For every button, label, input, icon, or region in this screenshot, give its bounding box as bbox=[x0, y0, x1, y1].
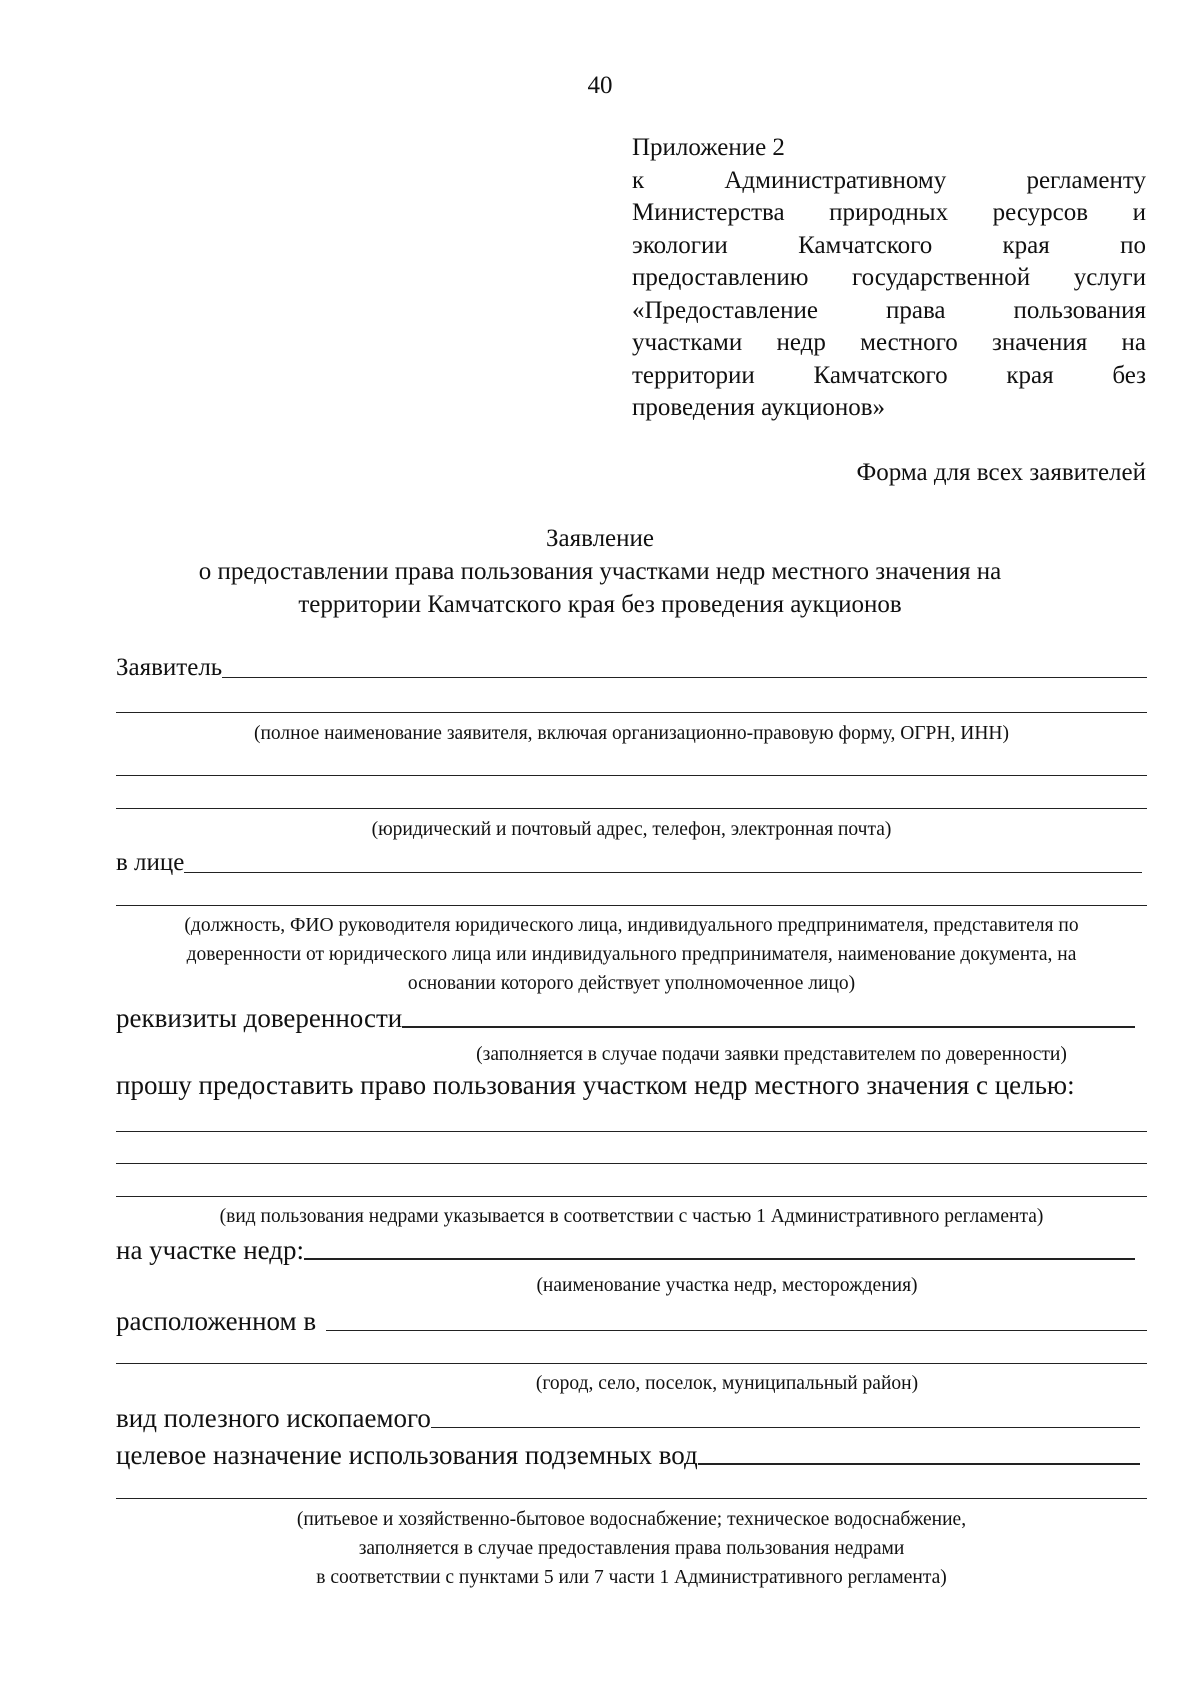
represented-by-field[interactable] bbox=[184, 850, 1142, 873]
appendix-line: «Предоставление права пользования bbox=[632, 296, 1146, 324]
location-row bbox=[116, 1306, 1147, 1336]
document-title: Заявление bbox=[545, 525, 655, 552]
mineral-label: вид полезного ископаемого bbox=[116, 1403, 431, 1433]
appendix-line: проведения аукционов» bbox=[632, 394, 886, 421]
appendix-line: экологии Камчатского края по bbox=[632, 231, 1146, 259]
applicant-caption: (полное наименование заявителя, включая организационно-правовую форму, ОГРН, ИНН) bbox=[254, 723, 1009, 744]
power-of-attorney-field[interactable] bbox=[402, 1004, 1135, 1028]
groundwater-row bbox=[116, 1440, 1140, 1470]
represented-by-field-line-2[interactable] bbox=[116, 905, 1147, 906]
power-of-attorney-label: реквизиты доверенности bbox=[116, 1003, 403, 1033]
location-field-line-2[interactable] bbox=[116, 1363, 1147, 1364]
page-number: 40 bbox=[587, 72, 613, 99]
plot-caption: (наименование участка недр, месторождения) bbox=[536, 1275, 918, 1296]
address-field-line-2[interactable] bbox=[116, 808, 1147, 809]
appendix-line: Министерства природных ресурсов и bbox=[632, 199, 1146, 226]
location-label: расположенном в bbox=[116, 1306, 317, 1336]
plot-label: на участке недр: bbox=[116, 1235, 305, 1265]
purpose-field-line-3[interactable] bbox=[116, 1196, 1147, 1197]
document-subtitle-line: о предоставлении права пользования участками недр местного значения на bbox=[198, 558, 1002, 585]
plot-field[interactable] bbox=[304, 1236, 1135, 1260]
appendix-header bbox=[632, 132, 1146, 425]
mineral-field[interactable] bbox=[431, 1405, 1140, 1428]
represented-by-label: в лице bbox=[116, 849, 185, 876]
groundwater-caption-line: (питьевое и хозяйственно-бытовое водоснабжение; техническое водоснабжение, bbox=[296, 1509, 967, 1530]
appendix-line: Приложение 2 bbox=[632, 134, 785, 161]
location-caption: (город, село, поселок, муниципальный район) bbox=[535, 1373, 919, 1394]
request-text: прошу предоставить право пользования участком недр местного значения с целью: bbox=[116, 1070, 1075, 1100]
address-caption: (юридический и почтовый адрес, телефон, электронная почта) bbox=[371, 819, 892, 840]
groundwater-caption-line: заполняется в случае предоставления права пользования недрами bbox=[358, 1538, 905, 1559]
applicant-row bbox=[116, 653, 1147, 683]
mineral-row bbox=[116, 1403, 1140, 1433]
purpose-field-line-2[interactable] bbox=[116, 1163, 1147, 1164]
groundwater-field[interactable] bbox=[698, 1441, 1140, 1465]
represented-by-caption-line: (должность, ФИО руководителя юридического лица, индивидуального предпринимателя, представителя по bbox=[184, 915, 1079, 936]
represented-by-row bbox=[116, 848, 1142, 878]
location-field[interactable] bbox=[326, 1308, 1147, 1331]
groundwater-caption-line: в соответствии с пунктами 5 или 7 части 1 Административного регламента) bbox=[316, 1567, 947, 1588]
applicant-label: Заявитель bbox=[116, 654, 223, 681]
address-field-line-1[interactable] bbox=[116, 775, 1147, 776]
appendix-line: к Административному регламенту bbox=[632, 166, 1146, 194]
appendix-line: территории Камчатского края без bbox=[632, 361, 1146, 389]
appendix-line: предоставлению государственной услуги bbox=[632, 264, 1146, 291]
represented-by-caption-line: доверенности от юридического лица или индивидуального предпринимателя, наименование документа, на bbox=[186, 944, 1077, 965]
power-of-attorney-caption: (заполняется в случае подачи заявки представителем по доверенности) bbox=[476, 1044, 1067, 1065]
document-subtitle-line: территории Камчатского края без проведения аукционов bbox=[298, 591, 902, 618]
form-for-label: Форма для всех заявителей bbox=[856, 459, 1146, 486]
appendix-line: участками недр местного значения на bbox=[632, 329, 1146, 356]
groundwater-field-line-2[interactable] bbox=[116, 1498, 1147, 1499]
represented-by-caption-line: основании которого действует уполномоченное лицо) bbox=[407, 973, 856, 994]
applicant-field-line-2[interactable] bbox=[116, 712, 1147, 713]
groundwater-label: целевое назначение использования подземных вод bbox=[116, 1440, 698, 1470]
applicant-field[interactable] bbox=[222, 655, 1147, 678]
power-of-attorney-row bbox=[116, 1003, 1135, 1033]
plot-row bbox=[116, 1235, 1135, 1265]
request-caption: (вид пользования недрами указывается в соответствии с частью 1 Административного регламента) bbox=[219, 1206, 1044, 1227]
purpose-field-line-1[interactable] bbox=[116, 1131, 1147, 1132]
